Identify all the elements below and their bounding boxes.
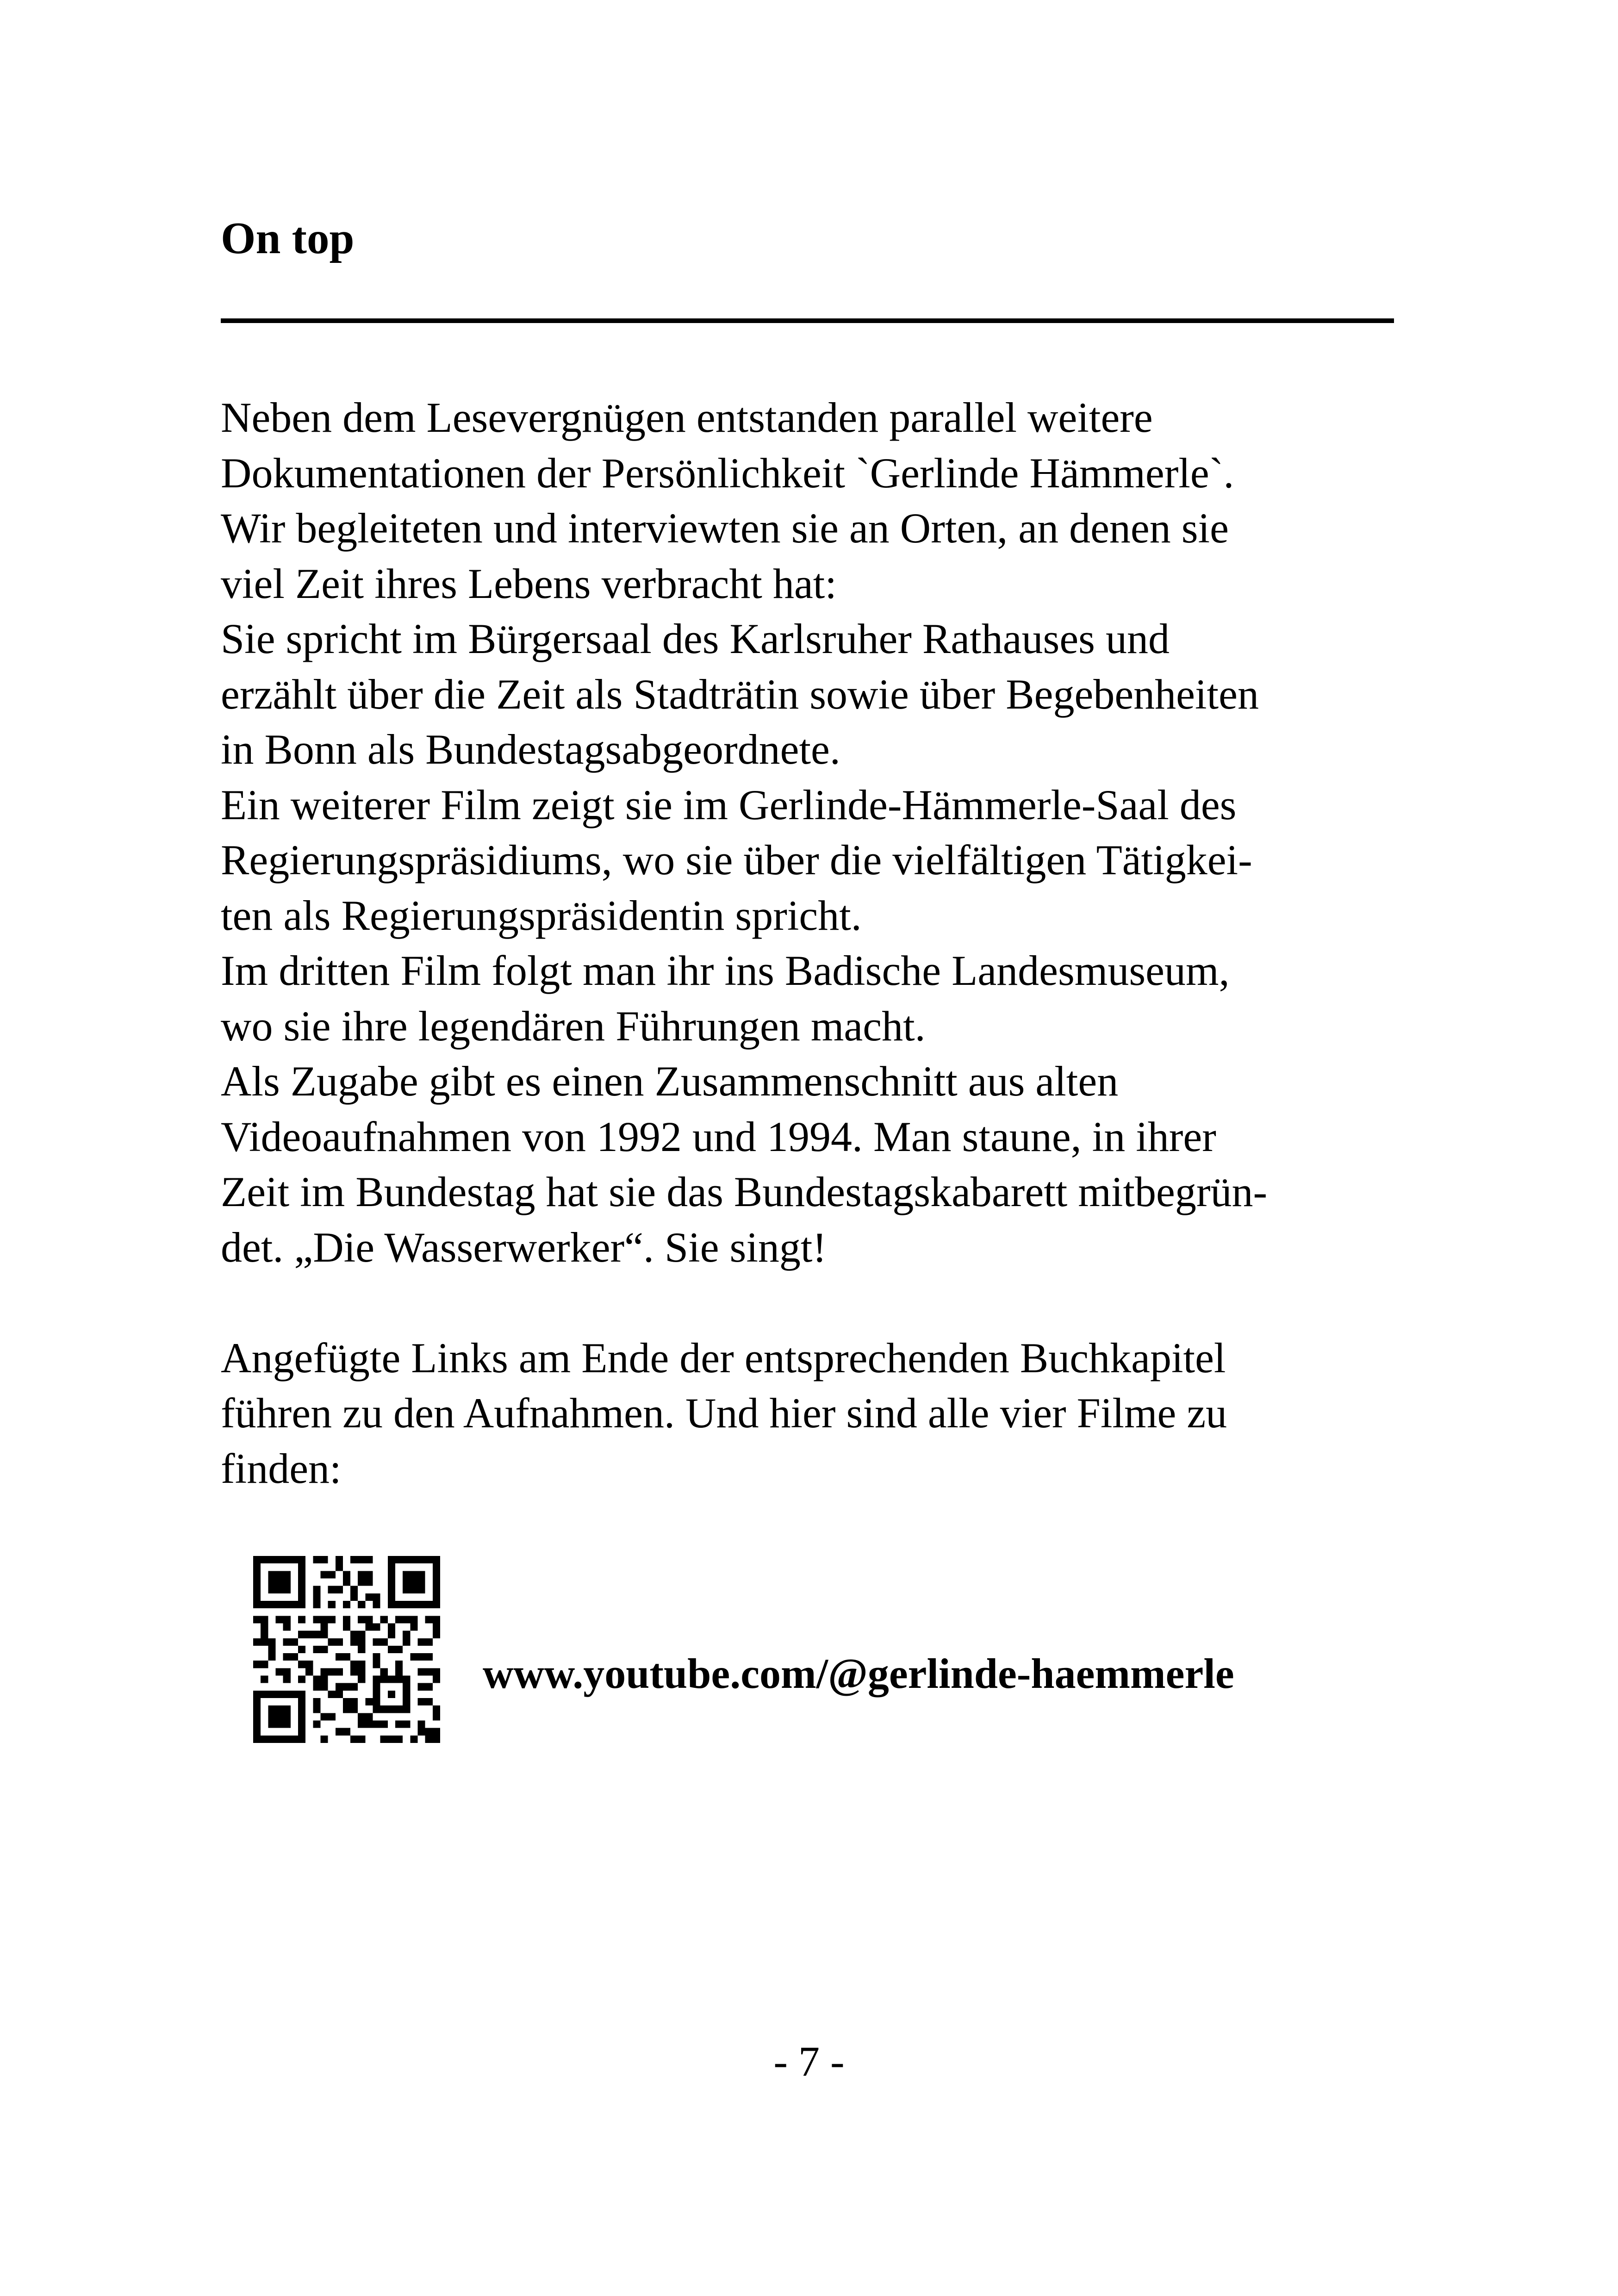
text-line: in Bonn als Bundestagsabgeordnete. <box>221 726 840 773</box>
text-line: erzählt über die Zeit als Stadträtin sowie über Begebenheiten <box>221 670 1259 718</box>
text-line: ten als Regierungspräsidentin spricht. <box>221 891 862 939</box>
body-text <box>221 390 1424 1496</box>
paragraph-gap <box>221 1275 1424 1331</box>
text-line: Im dritten Film folgt man ihr ins Badische Landesmuseum, <box>221 947 1230 994</box>
section-heading: On top <box>221 213 355 263</box>
text-line: wo sie ihre legendären Führungen macht. <box>221 1002 926 1050</box>
text-line: det. „Die Wasserwerker“. Sie singt! <box>221 1223 827 1271</box>
text-line: Ein weiterer Film zeigt sie im Gerlinde-Hämmerle-Saal des <box>221 781 1237 828</box>
text-line: Angefügte Links am Ende der entsprechenden Buchkapitel <box>221 1334 1226 1381</box>
text-line: Dokumentationen der Persönlichkeit `Gerlinde Hämmerle`. <box>221 449 1234 497</box>
heading-rule <box>221 318 1394 323</box>
text-line: Als Zugabe gibt es einen Zusammenschnitt aus alten <box>221 1058 1119 1105</box>
text-line: Videoaufnahmen von 1992 und 1994. Man staune, in ihrer <box>221 1113 1216 1160</box>
text-line: Regierungspräsidiums, wo sie über die vielfältigen Tätigkei- <box>221 836 1252 884</box>
text-line: Sie spricht im Bürgersaal des Karlsruher Rathauses und <box>221 615 1170 662</box>
paragraph-links <box>221 1331 1424 1497</box>
qr-code-icon[interactable] <box>253 1556 440 1743</box>
page-number: - 7 - <box>773 2038 845 2085</box>
text-line: Zeit im Bundestag hat sie das Bundestagskabarett mitbegrün- <box>221 1168 1268 1215</box>
text-line: Wir begleiteten und interviewten sie an Orten, an denen sie <box>221 504 1229 552</box>
youtube-link[interactable]: www.youtube.com/@gerlinde-haemmerle <box>483 1650 1234 1697</box>
qr-code-graphic <box>253 1556 440 1743</box>
text-line: Neben dem Lesevergnügen entstanden parallel weitere <box>221 394 1153 441</box>
text-line: führen zu den Aufnahmen. Und hier sind alle vier Filme zu <box>221 1389 1227 1437</box>
text-line: finden: <box>221 1444 342 1492</box>
text-line: viel Zeit ihres Lebens verbracht hat: <box>221 560 837 607</box>
paragraph-intro <box>221 390 1424 1275</box>
